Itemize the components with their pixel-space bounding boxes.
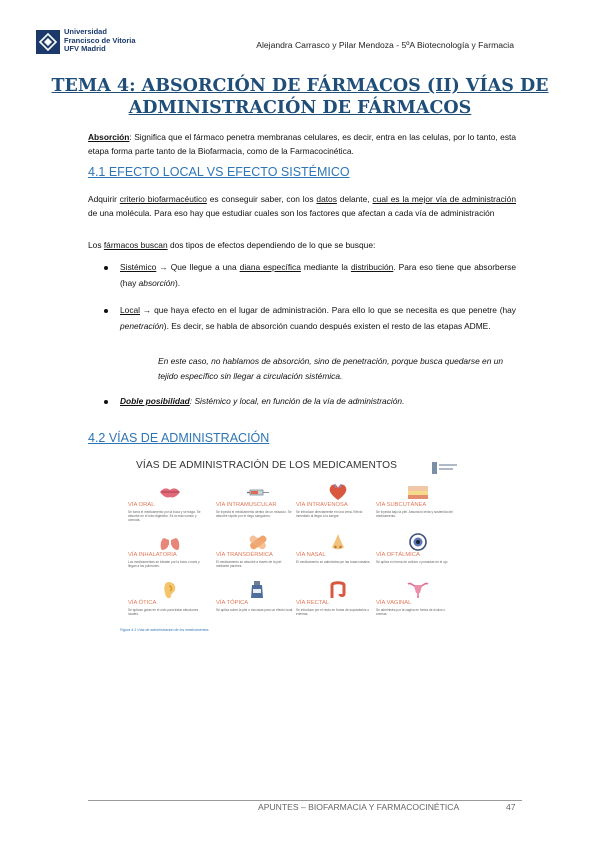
page-number: 47 bbox=[506, 802, 516, 812]
route-label: VÍA ORAL bbox=[128, 502, 155, 508]
footer-title: APUNTES – BIOFARMACIA Y FARMACOCINÉTICA bbox=[258, 802, 460, 812]
page-title bbox=[40, 75, 560, 119]
text: Adquirir bbox=[88, 194, 120, 204]
route-desc: El medicamento se absorbe a través de la piel mediante parches. bbox=[216, 560, 282, 569]
route-label: VÍA TÓPICA bbox=[216, 600, 249, 606]
route-desc: Se inyecta el medicamento dentro de un músculo. Se absorbe rápido por el riego sanguíneo. bbox=[216, 510, 292, 519]
text-underlined: datos bbox=[316, 194, 337, 204]
text: → Que llegue a una bbox=[156, 262, 240, 272]
route-desc: El medicamento se administra por las fosas nasales. bbox=[296, 560, 371, 564]
text-underlined: Doble posibilidad bbox=[120, 396, 190, 406]
text: → que haya efecto en el lugar de administración. Para ello lo que se necesita es que penetre (hay bbox=[140, 305, 516, 315]
intro-term: Absorción bbox=[88, 132, 130, 142]
tube-icon bbox=[246, 580, 270, 600]
route-desc: Se inyecta bajo la piel. Absorción lenta y sostenida del medicamento. bbox=[376, 510, 453, 519]
route-label: VÍA ÓTICA bbox=[128, 600, 157, 606]
route-label: VÍA NASAL bbox=[296, 552, 326, 558]
logo-line: Francisco de Vitoria bbox=[64, 35, 136, 45]
text-underlined: distribución bbox=[350, 262, 394, 272]
text: delante, bbox=[336, 194, 373, 204]
route-intramuscular bbox=[216, 482, 302, 530]
logo-text bbox=[64, 28, 136, 54]
section-heading-text: 4.2 VÍAS DE ADMINISTRACIÓN bbox=[88, 431, 270, 445]
title-line-2: ADMINISTRACIÓN DE FÁRMACOS bbox=[128, 98, 472, 118]
section-heading-4-1 bbox=[88, 165, 350, 179]
text: es conseguir saber, con los bbox=[206, 194, 317, 204]
lips-icon bbox=[158, 482, 182, 502]
logo-line: Universidad bbox=[64, 27, 107, 36]
figure-caption: Figura 4.1 Vías de administración de los medicamentos bbox=[120, 628, 209, 632]
uterus-icon bbox=[406, 580, 430, 600]
route-label: VÍA TRANSDÉRMICA bbox=[216, 552, 273, 558]
intro-paragraph bbox=[88, 130, 516, 158]
text: ). Es decir, se habla de absorción cuando después existen el resto de las etapas ADME. bbox=[163, 321, 491, 331]
text-underlined: cual es la mejor vía de administración bbox=[372, 194, 516, 204]
ufv-logo-icon bbox=[36, 30, 60, 54]
route-nasal bbox=[296, 532, 382, 580]
section-heading-text: 4.1 EFECTO LOCAL VS EFECTO SISTÉMICO bbox=[88, 165, 350, 179]
intro-text: : Significa que el fármaco penetra membranas celulares, es decir, entra en las celulas, por lo tanto, esta etapa forma parte tanto de la Biofarmacia, como de la Farmacocinética. bbox=[88, 132, 516, 156]
eye-icon bbox=[406, 532, 430, 552]
text-underlined: Local bbox=[120, 305, 141, 315]
route-topical bbox=[216, 580, 302, 628]
route-label: VÍA RECTAL bbox=[296, 600, 330, 606]
penetration-note: En este caso, no hablamos de absorción, sino de penetración, porque busca quedarse en un tejido específico sin llegar a circulación sistémica. bbox=[158, 356, 504, 381]
text-italic: : Sistémico y local, en función de la vía de administración. bbox=[189, 396, 405, 406]
university-logo bbox=[36, 28, 136, 62]
section-heading-4-2 bbox=[88, 431, 269, 445]
route-desc: Se aplica en forma de colirios o pomadas en el ojo. bbox=[376, 560, 449, 564]
routes-infographic bbox=[120, 456, 466, 628]
skin-icon bbox=[406, 482, 430, 502]
text: Los bbox=[88, 240, 104, 250]
route-desc: Los medicamentos se inhalan por la boca o nariz y llegan a los pulmones. bbox=[128, 560, 200, 569]
lungs-icon bbox=[158, 532, 182, 552]
syringe-icon bbox=[246, 482, 270, 502]
text: . Para eso tiene que absorberse (hay bbox=[120, 262, 516, 288]
intestine-icon bbox=[326, 580, 350, 600]
route-oral bbox=[128, 482, 214, 530]
nose-icon bbox=[326, 532, 350, 552]
route-label: VÍA INTRAMUSCULAR bbox=[216, 502, 277, 508]
text-underlined: diana específica bbox=[239, 262, 301, 272]
bullet-icon bbox=[104, 400, 108, 404]
text: dos tipos de efectos dependiendo de lo que se busque: bbox=[167, 240, 376, 250]
bullet-local bbox=[120, 302, 516, 334]
route-label: VÍA OFTÁLMICA bbox=[376, 552, 420, 558]
bullet-icon bbox=[104, 309, 108, 313]
header-authors: Alejandra Carrasco y Pilar Mendoza - 5ºA Biotecnología y Farmacia bbox=[256, 40, 514, 50]
text-italic: penetración bbox=[120, 321, 164, 331]
route-label: VÍA VAGINAL bbox=[376, 600, 412, 606]
route-desc: Se toma el medicamento por la boca y se traga. Se absorbe en el tubo digestivo. Es la más común y cómoda. bbox=[128, 510, 201, 523]
criterion-paragraph bbox=[88, 192, 516, 220]
route-desc: Se aplican gotas en el oído para tratar afecciones locales. bbox=[128, 608, 199, 617]
patch-icon bbox=[246, 532, 270, 552]
route-label: VÍA INTRAVENOSA bbox=[296, 502, 348, 508]
ear-icon bbox=[158, 580, 182, 600]
route-desc: Se aplica sobre la piel o mucosas para un efecto local. bbox=[216, 608, 294, 612]
route-label: VÍA SUBCUTÁNEA bbox=[376, 502, 427, 508]
text-underlined: criterio biofarmacéutico bbox=[119, 194, 207, 204]
route-subcutaneous bbox=[376, 482, 462, 530]
route-desc: Se introduce por el recto en forma de supositorios o enemas. bbox=[296, 608, 370, 617]
text-underlined: Sistémico bbox=[120, 262, 157, 272]
route-vaginal bbox=[376, 580, 462, 628]
text: de una molécula. Para eso hay que estudiar cuales son los factores que afectan a cada vía de administración bbox=[88, 208, 495, 218]
footer-divider bbox=[88, 800, 522, 801]
route-ophthalmic bbox=[376, 532, 462, 580]
text-underlined: fármacos buscan bbox=[103, 240, 168, 250]
route-label: VÍA INHALATORIA bbox=[128, 552, 177, 558]
logo-line: UFV Madrid bbox=[64, 44, 106, 53]
bullet-double bbox=[120, 393, 516, 409]
title-line-1: TEMA 4: ABSORCIÓN DE FÁRMACOS (II) VÍAS DE bbox=[51, 76, 549, 96]
route-transdermal bbox=[216, 532, 302, 580]
bullet-systemic bbox=[120, 259, 516, 291]
text-italic: absorción bbox=[138, 278, 175, 288]
route-desc: Se administra por la vagina en forma de óvulos o cremas. bbox=[376, 608, 446, 617]
route-rectal bbox=[296, 580, 382, 628]
route-inhalation bbox=[128, 532, 214, 580]
figure-title: VÍAS DE ADMINISTRACIÓN DE LOS MEDICAMENTOS bbox=[136, 460, 398, 471]
bullet-icon bbox=[104, 266, 108, 270]
text: ). bbox=[174, 278, 181, 288]
route-intravenous bbox=[296, 482, 382, 530]
route-desc: Se introduce directamente en una vena. Efecto inmediato al llegar a la sangre. bbox=[296, 510, 363, 519]
route-otic bbox=[128, 580, 214, 628]
text: mediante la bbox=[300, 262, 351, 272]
effects-intro bbox=[88, 238, 516, 252]
ministry-logo-icon bbox=[432, 460, 458, 476]
heart-icon bbox=[326, 482, 350, 502]
